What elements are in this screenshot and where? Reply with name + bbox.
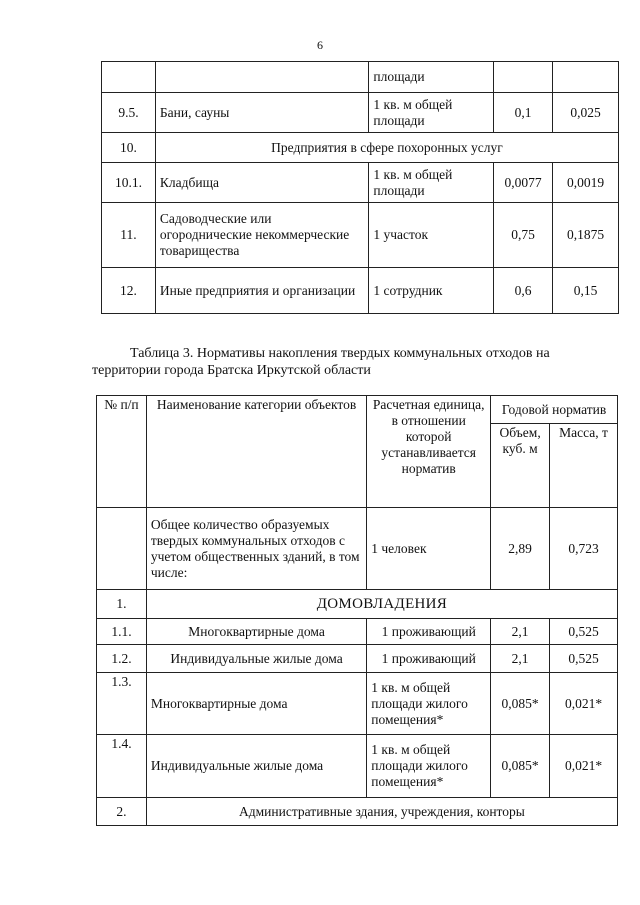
volume-cell: 0,6 bbox=[494, 268, 553, 314]
category-name: Кладбища bbox=[155, 163, 368, 203]
unit-cell: 1 сотрудник bbox=[369, 268, 494, 314]
mass-cell: 0,021* bbox=[550, 673, 618, 735]
mass-cell: 0,15 bbox=[553, 268, 619, 314]
category-name: Общее количество образуемых твердых коммунальных отходов с учетом общественных зданий, в том числе: bbox=[146, 508, 366, 590]
volume-cell: 0,1 bbox=[494, 93, 553, 133]
mass-cell: 0,021* bbox=[550, 735, 618, 798]
section-title: Предприятия в сфере похоронных услуг bbox=[155, 133, 618, 163]
table-row bbox=[102, 203, 619, 268]
header-volume: Объем, куб. м bbox=[491, 424, 550, 508]
table-row bbox=[97, 619, 618, 645]
header-num: № п/п bbox=[97, 396, 147, 508]
header-mass: Масса, т bbox=[550, 424, 618, 508]
section-row bbox=[102, 133, 619, 163]
volume-cell: 0,085* bbox=[491, 673, 550, 735]
unit-cell: 1 участок bbox=[369, 203, 494, 268]
volume-cell: 0,75 bbox=[494, 203, 553, 268]
row-number: 10.1. bbox=[102, 163, 156, 203]
table-3 bbox=[96, 395, 618, 826]
table-row bbox=[102, 62, 619, 93]
row-number: 1.1. bbox=[97, 619, 147, 645]
volume-cell: 2,89 bbox=[491, 508, 550, 590]
category-name: Бани, сауны bbox=[155, 93, 368, 133]
unit-cell: 1 кв. м общей площади bbox=[369, 163, 494, 203]
row-number: 1.3. bbox=[97, 673, 147, 735]
category-name: Иные предприятия и организации bbox=[155, 268, 368, 314]
volume-cell: 0,0077 bbox=[494, 163, 553, 203]
mass-cell: 0,723 bbox=[550, 508, 618, 590]
header-row bbox=[97, 396, 618, 424]
volume-cell: 2,1 bbox=[491, 645, 550, 673]
unit-cell: 1 проживающий bbox=[367, 619, 491, 645]
volume-cell bbox=[494, 62, 553, 93]
table-continuation bbox=[101, 61, 619, 314]
row-number: 11. bbox=[102, 203, 156, 268]
table-row bbox=[97, 735, 618, 798]
header-unit: Расчетная единица, в отношении которой устанавливается норматив bbox=[367, 396, 491, 508]
section-row bbox=[97, 590, 618, 619]
header-annual: Годовой норматив bbox=[491, 396, 618, 424]
header-name: Наименование категории объектов bbox=[146, 396, 366, 508]
row-number: 12. bbox=[102, 268, 156, 314]
mass-cell: 0,1875 bbox=[553, 203, 619, 268]
table-row bbox=[102, 93, 619, 133]
volume-cell: 2,1 bbox=[491, 619, 550, 645]
unit-cell: 1 проживающий bbox=[367, 645, 491, 673]
mass-cell: 0,0019 bbox=[553, 163, 619, 203]
table-row bbox=[97, 508, 618, 590]
unit-cell: 1 кв. м общей площади жилого помещения* bbox=[367, 735, 491, 798]
row-number: 1. bbox=[97, 590, 147, 619]
row-number: 10. bbox=[102, 133, 156, 163]
category-name: Индивидуальные жилые дома bbox=[146, 735, 366, 798]
row-number bbox=[97, 508, 147, 590]
row-number: 2. bbox=[97, 798, 147, 826]
category-name bbox=[155, 62, 368, 93]
unit-cell: 1 кв. м общей площади bbox=[369, 93, 494, 133]
page-number: 6 bbox=[317, 38, 323, 52]
section-row bbox=[97, 798, 618, 826]
table-row bbox=[97, 673, 618, 735]
unit-cell: 1 человек bbox=[367, 508, 491, 590]
caption-line-1: Таблица 3. Нормативы накопления твердых коммунальных отходов на bbox=[130, 346, 550, 361]
mass-cell: 0,025 bbox=[553, 93, 619, 133]
section-title: ДОМОВЛАДЕНИЯ bbox=[146, 590, 617, 619]
mass-cell: 0,525 bbox=[550, 619, 618, 645]
mass-cell: 0,525 bbox=[550, 645, 618, 673]
category-name: Индивидуальные жилые дома bbox=[146, 645, 366, 673]
table-row bbox=[97, 645, 618, 673]
table-row bbox=[102, 268, 619, 314]
row-number: 1.4. bbox=[97, 735, 147, 798]
mass-cell bbox=[553, 62, 619, 93]
caption-line-2: территории города Братска Иркутской области bbox=[92, 363, 371, 378]
section-title: Административные здания, учреждения, конторы bbox=[146, 798, 617, 826]
row-number: 1.2. bbox=[97, 645, 147, 673]
category-name: Многоквартирные дома bbox=[146, 673, 366, 735]
table-caption bbox=[92, 345, 622, 379]
unit-cell: 1 кв. м общей площади жилого помещения* bbox=[367, 673, 491, 735]
row-number bbox=[102, 62, 156, 93]
category-name: Многоквартирные дома bbox=[146, 619, 366, 645]
category-name: Садоводческие или огороднические некоммерческие товарищества bbox=[155, 203, 368, 268]
unit-cell: площади bbox=[369, 62, 494, 93]
row-number: 9.5. bbox=[102, 93, 156, 133]
volume-cell: 0,085* bbox=[491, 735, 550, 798]
table-row bbox=[102, 163, 619, 203]
